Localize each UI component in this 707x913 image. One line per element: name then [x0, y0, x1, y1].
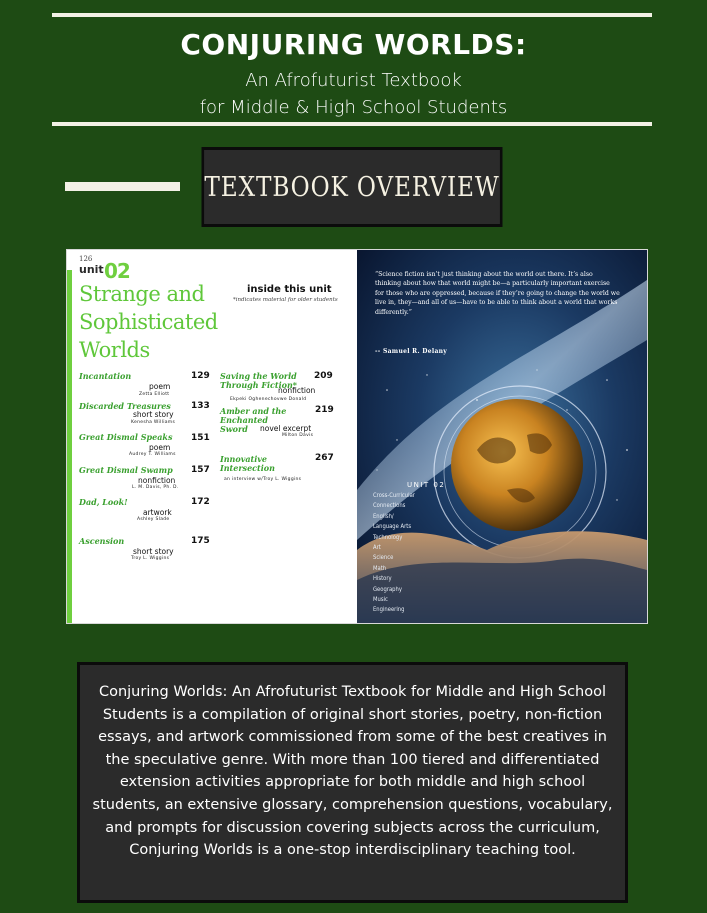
- entry-page: 172: [191, 497, 210, 507]
- subject-item: English/: [373, 511, 394, 520]
- page-edge-accent: [67, 270, 72, 623]
- top-rule: [52, 13, 652, 17]
- right-page: [357, 250, 647, 623]
- inside-unit-note: *indicates material for older students: [233, 297, 338, 303]
- entry-type: nonfiction: [138, 476, 176, 485]
- toc-entry: [220, 372, 350, 404]
- entry-author: Audrey T. Williams: [129, 452, 176, 457]
- textbook-spread-image: [66, 249, 648, 624]
- left-page: [67, 250, 357, 623]
- entry-type: novel excerpt: [260, 424, 312, 433]
- quote-author: -- Samuel R. Delany: [375, 348, 448, 355]
- subject-list: [373, 490, 415, 615]
- subject-item: Science: [373, 553, 394, 562]
- entry-title: Innovative Intersection: [220, 454, 275, 473]
- entry-page: 267: [315, 453, 334, 463]
- subject-item: Music: [373, 595, 388, 604]
- banner-accent-bar: [65, 182, 180, 191]
- page-title: CONJURING WORLDS:: [180, 28, 527, 61]
- toc-entry: [79, 466, 214, 496]
- overview-banner: TEXTBOOK OVERVIEW: [202, 147, 503, 227]
- entry-title: Amber and the Enchanted Sword: [220, 406, 287, 434]
- entry-type: nonfiction: [278, 386, 316, 395]
- page-number: 126: [79, 255, 93, 263]
- entry-title: Saving the World Through Fiction*: [220, 371, 297, 390]
- entry-author: Ashley Slade: [137, 517, 170, 522]
- entry-title: Ascension: [79, 536, 125, 546]
- entry-title: Incantation: [79, 371, 132, 381]
- entry-type: short story: [133, 547, 174, 556]
- entry-page: 209: [314, 371, 333, 381]
- subtitle-line-2: for Middle & High School Students: [199, 97, 508, 118]
- entry-type: artwork: [143, 508, 172, 517]
- unit-number: 02: [104, 259, 130, 283]
- pull-quote: “Science fiction isn’t just thinking about the world out there. It’s also thinking about how that world might be—a particularly important exercise for those who are oppressed, because if they’re going to change the world we live in, they—and all of us—have to be able to think about a world that works differently.”: [375, 271, 620, 316]
- subject-item: Art: [373, 543, 381, 552]
- subject-item: Technology: [373, 532, 403, 541]
- subtitle-line-1: An Afrofuturist Textbook: [245, 70, 462, 91]
- toc-entry: [220, 455, 350, 487]
- toc-entry: [79, 402, 214, 432]
- unit-title-line: Strange and: [79, 282, 205, 306]
- entry-author: L. M. Davis, Ph. D.: [132, 485, 179, 490]
- toc-entry: [79, 433, 214, 463]
- subject-item: Engineering: [373, 605, 405, 614]
- entry-author: Troy L. Wiggins: [131, 556, 170, 561]
- entry-type: poem: [149, 443, 171, 452]
- unit-title-line: Worlds: [79, 338, 150, 362]
- subject-item: Connections: [373, 501, 406, 510]
- toc-entry: [79, 372, 214, 402]
- entry-page: 219: [315, 405, 334, 415]
- entry-author: Ekpeki Oghenechovwe Donald: [230, 397, 307, 402]
- toc-entry: [79, 498, 214, 528]
- inside-unit-heading: inside this unit: [247, 284, 332, 295]
- bottom-rule: [52, 122, 652, 126]
- unit-heading: UNIT 02: [407, 481, 446, 489]
- subject-item: Language Arts: [373, 522, 412, 531]
- entry-page: 129: [191, 371, 210, 381]
- unit-title-line: Sophisticated: [79, 310, 218, 334]
- entry-page: 157: [191, 465, 210, 475]
- entry-title: Great Dismal Swamp: [79, 465, 173, 475]
- toc-entry: [79, 537, 214, 567]
- entry-author: Milton Davis: [282, 433, 314, 438]
- entry-author: an interview w/Troy L. Wiggins: [224, 477, 302, 482]
- entry-author: Zetta Elliott: [139, 392, 170, 397]
- subject-item: Cross-Curricular: [373, 491, 415, 499]
- entry-author: Kenesha Williams: [131, 420, 176, 425]
- subject-item: Geography: [373, 584, 402, 593]
- subject-item: History: [373, 574, 392, 583]
- unit-label: unit: [79, 263, 104, 276]
- entry-type: poem: [149, 382, 171, 391]
- entry-title: Great Dismal Speaks: [79, 432, 173, 442]
- entry-type: short story: [133, 410, 174, 419]
- summary-text-box: Conjuring Worlds: An Afrofuturist Textbook for Middle and High School Students is a compilation of original short stories, poetry, non-fiction essays, and artwork commissioned from some of the best creatives in the speculative genre. With more than 100 tiered and differentiated extension activities appropriate for both middle and high school students, an extensive glossary, comprehension questions, vocabulary, and prompts for discussion covering subjects across the curriculum, Conjuring Worlds is a one-stop interdisciplinary teaching tool.: [77, 662, 628, 903]
- entry-page: 175: [191, 536, 210, 546]
- entry-page: 133: [191, 401, 210, 411]
- entry-page: 151: [191, 433, 210, 443]
- entry-title: Dad, Look!: [79, 497, 128, 507]
- entry-title: Discarded Treasures: [79, 401, 171, 411]
- subject-item: Math: [373, 563, 387, 572]
- toc-entry: [220, 407, 350, 439]
